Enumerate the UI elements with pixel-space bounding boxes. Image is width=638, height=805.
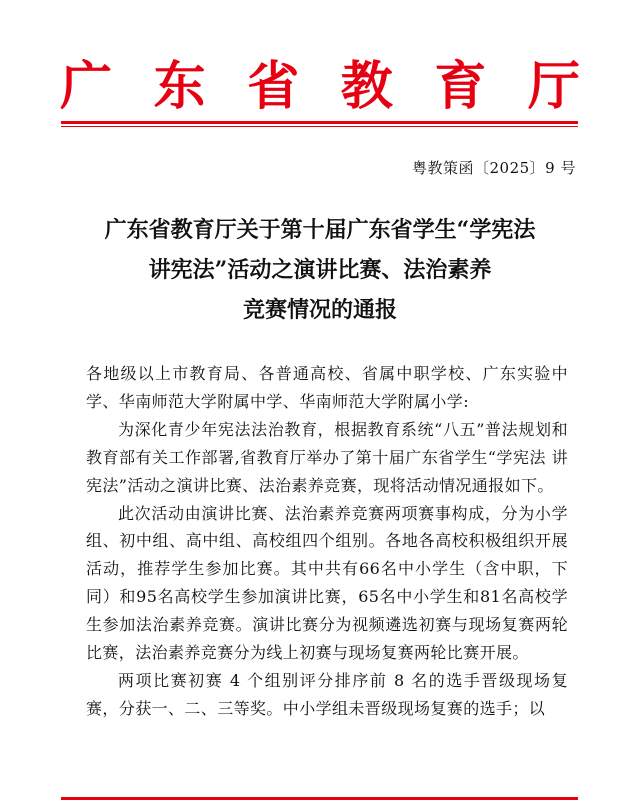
document-body [86, 360, 568, 723]
title-line: 广东省教育厅关于第十届广东省学生“学宪法 [104, 217, 536, 243]
footer-divider [61, 797, 578, 800]
header-divider-thick [61, 121, 578, 124]
title-line: 竞赛情况的通报 [242, 297, 397, 323]
issuer-char: 育 [434, 56, 487, 117]
issuer-char: 广 [60, 56, 113, 117]
title-line: 讲宪法”活动之演讲比赛、法治素养 [148, 257, 492, 283]
body-paragraph: 为深化青少年宪法法治教育，根据教育系统“八五”普法规划和教育部有关工作部署,省教育厅举办了第十届广东省学生“学宪法 讲宪法”活动之演讲比赛、法治素养竞赛，现将活动情况通报如下。 [86, 419, 568, 495]
addressee: 各地级以上市教育局、各普通高校、省属中职学校、广东实验中学、华南师范大学附属中学、华南师范大学附属小学: [86, 364, 568, 411]
issuer-char: 省 [247, 56, 300, 117]
body-paragraph: 此次活动由演讲比赛、法治素养竞赛两项赛事构成，分为小学组、初中组、高中组、高校组四个组别。各地各高校积极组织开展活动，推荐学生参加比赛。其中共有66名中小学生（含中职，下同）和95名高校学生参加演讲比赛，65名中小学生和81名高校学生参加法治素养竞赛。演讲比赛分为视频遴选初赛与现场复赛两轮比赛，法治素养竞赛分为线上初赛与现场复赛两轮比赛开展。 [86, 503, 568, 663]
document-title [70, 210, 570, 330]
issuer-char: 东 [153, 56, 206, 117]
issuer-header [60, 52, 580, 122]
header-divider-thin [61, 126, 578, 127]
body-paragraph: 两项比赛初赛 4 个组别评分排序前 8 名的选手晋级现场复赛，分获一、二、三等奖。中小学组未晋级现场复赛的选手；以 [86, 670, 568, 718]
document-number: 粤教策函〔2025〕9 号 [412, 159, 576, 177]
issuer-char: 教 [340, 56, 393, 117]
issuer-char: 厅 [527, 56, 580, 117]
